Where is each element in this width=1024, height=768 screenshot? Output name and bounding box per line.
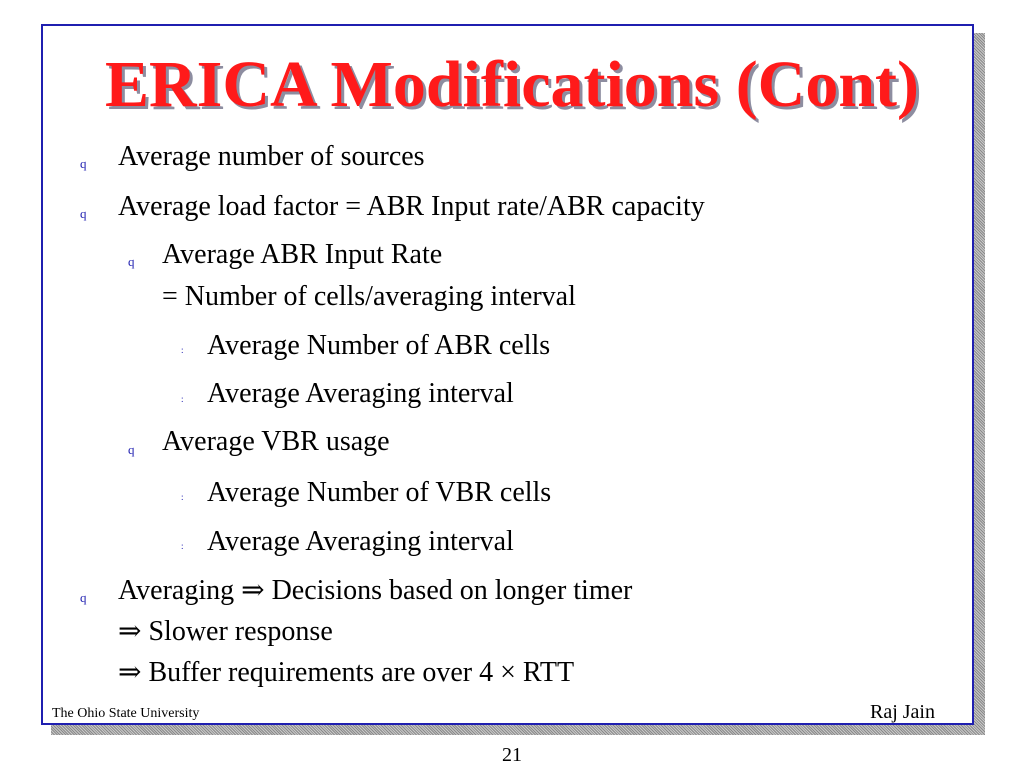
bullet-item: Average Number of VBR cells <box>207 477 552 508</box>
footer-author: Raj Jain <box>870 701 935 723</box>
bullet-item-continuation: = Number of cells/averaging interval <box>162 281 576 312</box>
sub-bullet-marker-icon: : <box>181 492 184 502</box>
bullet-item-continuation: ⇒ Slower response <box>118 616 333 647</box>
page-number: 21 <box>502 744 522 766</box>
footer-institution: The Ohio State University <box>52 706 200 721</box>
sub-bullet-marker-icon: : <box>181 345 184 355</box>
bullet-item: Averaging ⇒ Decisions based on longer timer <box>118 575 633 606</box>
sub-bullet-marker-icon: : <box>181 541 184 551</box>
bullet-item: Average ABR Input Rate <box>162 239 443 270</box>
bullet-marker-icon: q <box>128 442 135 457</box>
bullet-marker-icon: q <box>80 590 87 605</box>
bullet-marker-icon: q <box>80 156 87 171</box>
slide-title: ERICA Modifications (Cont) <box>104 48 919 121</box>
bullet-item: Average VBR usage <box>162 426 390 457</box>
sub-bullet-marker-icon: : <box>181 394 184 404</box>
bullet-marker-icon: q <box>128 254 135 269</box>
bullet-item: Average Averaging interval <box>207 526 514 557</box>
bullet-item-continuation: ⇒ Buffer requirements are over 4 × RTT <box>118 657 575 688</box>
bullet-item: Average Averaging interval <box>207 378 514 409</box>
bullet-item: Average number of sources <box>118 141 425 172</box>
bullet-item: Average Number of ABR cells <box>207 330 551 361</box>
bullet-item: Average load factor = ABR Input rate/ABR capacity <box>118 191 705 222</box>
bullet-marker-icon: q <box>80 206 87 221</box>
